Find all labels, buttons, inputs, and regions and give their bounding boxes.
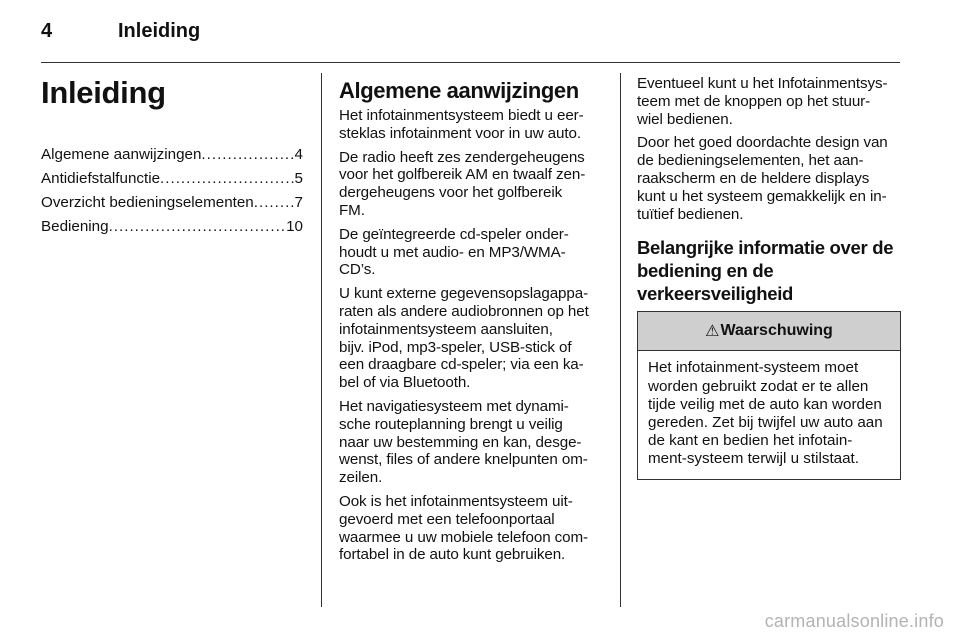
text-line: fortabel in de auto kunt gebruiken. bbox=[339, 546, 566, 564]
paragraph bbox=[339, 107, 604, 143]
toc-entry[interactable] bbox=[41, 143, 303, 167]
text-line: Het navigatiesysteem met dynami- bbox=[339, 397, 569, 415]
paragraph bbox=[339, 226, 604, 279]
paragraph bbox=[339, 285, 604, 392]
toc-entry[interactable] bbox=[41, 167, 303, 191]
paragraph bbox=[339, 493, 604, 564]
text-line: De radio heeft zes zendergeheugens bbox=[339, 148, 585, 166]
text-line: zeilen. bbox=[339, 469, 383, 487]
toc-entry-title: Antidiefstalfunctie bbox=[41, 170, 161, 187]
text-line: gereden. Zet bij twijfel uw auto aan bbox=[648, 413, 883, 431]
subheading-safety bbox=[637, 236, 902, 305]
text-line: Door het goed doordachte design van bbox=[637, 134, 888, 152]
text-line: worden gebruikt zodat er te allen bbox=[648, 377, 869, 395]
text-line: Belangrijke informatie over de bbox=[637, 237, 894, 259]
toc-entry-page: 5 bbox=[294, 170, 303, 187]
warning-title: Waarschuwing bbox=[720, 322, 833, 340]
toc-entry-page: 4 bbox=[294, 146, 303, 163]
paragraph bbox=[637, 134, 902, 223]
text-line: Ook is het infotainmentsysteem uit- bbox=[339, 492, 573, 510]
watermark: carmanualsonline.info bbox=[764, 611, 944, 631]
section-body bbox=[339, 107, 604, 564]
warning-text bbox=[638, 351, 900, 478]
text-line: raten als andere audiobronnen op het bbox=[339, 302, 589, 320]
text-line: ment-systeem terwijl u stilstaat. bbox=[648, 450, 859, 468]
text-line: bel of via Bluetooth. bbox=[339, 374, 471, 392]
column-toc bbox=[41, 75, 303, 239]
text-line: U kunt externe gegevensopslagappa- bbox=[339, 285, 589, 303]
text-line: infotainmentsysteem aansluiten, bbox=[339, 320, 553, 338]
toc-entry[interactable] bbox=[41, 215, 303, 239]
text-line: tuïtief bedienen. bbox=[637, 205, 744, 223]
column-divider bbox=[321, 73, 322, 607]
text-line: waarmee u uw mobiele telefoon com- bbox=[339, 528, 589, 546]
page-number: 4 bbox=[41, 20, 53, 42]
text-line: verkeersveiligheid bbox=[637, 283, 794, 305]
text-line: wiel bedienen. bbox=[637, 110, 733, 128]
column-general-instructions bbox=[339, 75, 604, 570]
toc-entry-page: 10 bbox=[286, 218, 303, 235]
text-line: kunt u het systeem gemakkelijk en in- bbox=[637, 187, 887, 205]
text-line: houdt u met audio- en MP3/WMA- bbox=[339, 243, 566, 261]
column-safety bbox=[637, 75, 902, 480]
text-line: gevoerd met een telefoonportaal bbox=[339, 510, 555, 528]
text-line: sche routeplanning brengt u veilig bbox=[339, 415, 563, 433]
text-line: de kant en bedien het infotain- bbox=[648, 432, 853, 450]
toc-entry-title: Algemene aanwijzingen bbox=[41, 146, 202, 163]
paragraph bbox=[339, 149, 604, 220]
toc-leader-dots bbox=[254, 191, 295, 215]
warning-box bbox=[637, 311, 901, 479]
text-line: bediening en de bbox=[637, 260, 774, 282]
table-of-contents bbox=[41, 143, 303, 239]
text-line: bijv. iPod, mp3-speler, USB-stick of bbox=[339, 338, 572, 356]
toc-leader-dots bbox=[201, 143, 294, 167]
paragraph bbox=[339, 398, 604, 487]
toc-leader-dots bbox=[160, 167, 295, 191]
text-line: steklas infotainment voor in uw auto. bbox=[339, 124, 581, 142]
text-line: een draagbare cd-speler; via een ka- bbox=[339, 356, 584, 374]
text-line: dergeheugens voor het golfbereik bbox=[339, 184, 563, 202]
text-line: teem met de knoppen op het stuur- bbox=[637, 92, 871, 110]
text-line: FM. bbox=[339, 201, 365, 219]
text-line: voor het golfbereik AM en twaalf zen- bbox=[339, 166, 586, 184]
toc-entry-title: Overzicht bedieningselementen bbox=[41, 194, 254, 211]
chapter-title: Inleiding bbox=[41, 75, 166, 110]
text-line: De geïntegreerde cd-speler onder- bbox=[339, 225, 569, 243]
paragraph bbox=[637, 75, 902, 128]
warning-header bbox=[638, 312, 900, 351]
toc-entry-page: 7 bbox=[294, 194, 303, 211]
text-line: naar uw bestemming en kan, desge- bbox=[339, 433, 582, 451]
text-line: raakscherm en de heldere displays bbox=[637, 169, 870, 187]
toc-leader-dots bbox=[109, 215, 287, 239]
running-header-title: Inleiding bbox=[118, 20, 201, 42]
text-line: Eventueel kunt u het Infotainmentsys- bbox=[637, 75, 888, 92]
text-line: Het infotainment-systeem moet bbox=[648, 359, 859, 377]
toc-entry-title: Bediening bbox=[41, 218, 109, 235]
text-line: tijde veilig met de auto kan worden bbox=[648, 395, 882, 413]
toc-entry[interactable] bbox=[41, 191, 303, 215]
warning-triangle-icon: ⚠ bbox=[705, 323, 720, 341]
header-rule bbox=[41, 62, 900, 63]
text-line: wenst, files of andere knelpunten om- bbox=[339, 451, 588, 469]
section-body-continued bbox=[637, 75, 902, 223]
text-line: CD’s. bbox=[339, 261, 376, 279]
section-title: Algemene aanwijzingen bbox=[339, 78, 579, 103]
column-divider bbox=[620, 73, 621, 607]
text-line: de bedieningselementen, het aan- bbox=[637, 152, 864, 170]
text-line: Het infotainmentsysteem biedt u eer- bbox=[339, 107, 584, 124]
